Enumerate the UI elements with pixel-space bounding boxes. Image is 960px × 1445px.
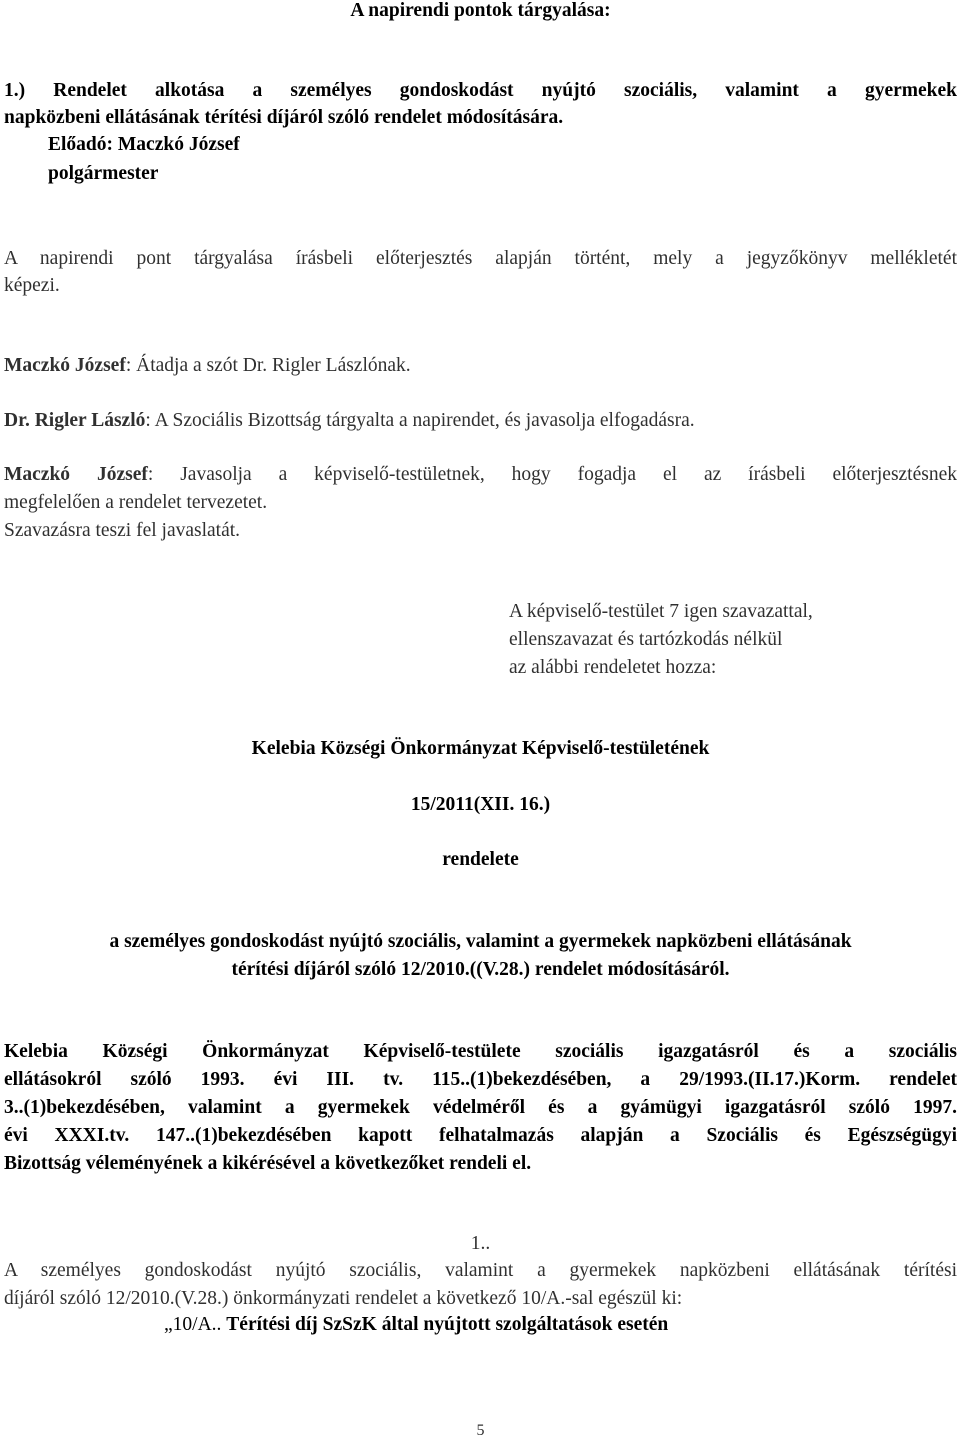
intro-line-2: képezi. bbox=[4, 275, 60, 296]
speaker-name: Maczkó József bbox=[4, 464, 148, 485]
speech-text: : Javasolja a képviselő-testületnek, hogy fogadja el az írásbeli előterjesztésnek bbox=[147, 464, 958, 485]
speech-paragraph-2 bbox=[4, 406, 957, 435]
preamble-line-3: 3..(1)bekezdésében, valamint a gyermekek védelméről és a gyámügyi igazgatásról szóló 1997. bbox=[4, 1097, 957, 1118]
decree-type: rendelete bbox=[442, 849, 519, 870]
agenda-item-line-1: 1.) Rendelet alkotása a személyes gondoskodást nyújtó szociális, valamint a gyermekek bbox=[4, 80, 957, 101]
speech-paragraph-3-line-2: megfelelően a rendelet tervezetet. bbox=[4, 492, 268, 513]
presenter-role: polgármester bbox=[48, 163, 159, 184]
intro-line-1: A napirendi pont tárgyalása írásbeli előterjesztés alapján történt, mely a jegyzőkönyv mellékletét bbox=[4, 248, 957, 269]
vote-line-3: az alábbi rendeletet hozza: bbox=[509, 657, 717, 678]
decree-title-line-2: térítési díjáról szóló 12/2010.((V.28.) rendelet módosításáról. bbox=[231, 959, 730, 980]
page-number: 5 bbox=[476, 1422, 485, 1439]
section-heading: A napirendi pontok tárgyalása: bbox=[350, 0, 611, 21]
speech-text: : A Szociális Bizottság tárgyalta a napirendet, és javasolja elfogadásra. bbox=[145, 410, 695, 431]
decree-issuer: Kelebia Községi Önkormányzat Képviselő-testületének bbox=[251, 738, 710, 759]
decree-number: 15/2011(XII. 16.) bbox=[410, 794, 551, 815]
section-number: 1.. bbox=[470, 1233, 491, 1254]
quote-prefix: „10/A.. bbox=[164, 1314, 227, 1335]
speech-paragraph-3-line-3: Szavazásra teszi fel javaslatát. bbox=[4, 520, 241, 541]
speech-text: : Átadja a szót Dr. Rigler Lászlónak. bbox=[125, 355, 411, 376]
preamble-line-1: Kelebia Községi Önkormányzat Képviselő-testülete szociális igazgatásról és a szociális bbox=[4, 1041, 957, 1062]
preamble-line-2: ellátásokról szóló 1993. évi III. tv. 115..(1)bekezdésében, a 29/1993.(II.17.)Korm. rendelet bbox=[4, 1069, 957, 1090]
presenter-line: Előadó: Maczkó József bbox=[48, 134, 240, 155]
quote-title: Térítési díj SzSzK által nyújtott szolgáltatások esetén bbox=[226, 1314, 669, 1335]
section-text-line-2: díjáról szóló 12/2010.(V.28.) önkormányzati rendelet a következő 10/A.-sal egészül ki: bbox=[4, 1288, 683, 1309]
speech-paragraph-3-line-1 bbox=[4, 460, 957, 489]
section-quote-line bbox=[164, 1310, 954, 1339]
document-page bbox=[4, 0, 957, 1440]
preamble-line-5: Bizottság véleményének a kikérésével a következőket rendeli el. bbox=[4, 1153, 532, 1174]
section-text-line-1: A személyes gondoskodást nyújtó szociális, valamint a gyermekek napközbeni ellátásának térítési bbox=[4, 1260, 957, 1281]
speaker-name: Dr. Rigler László bbox=[4, 410, 146, 431]
agenda-item-line-2: napközbeni ellátásának térítési díjáról szóló rendelet módosítására. bbox=[4, 107, 564, 128]
speech-paragraph-1 bbox=[4, 351, 957, 380]
preamble-line-4: évi XXXI.tv. 147..(1)bekezdésében kapott felhatalmazás alapján a Szociális és Egészségügyi bbox=[4, 1125, 957, 1146]
vote-line-2: ellenszavazat és tartózkodás nélkül bbox=[509, 629, 783, 650]
decree-title-line-1: a személyes gondoskodást nyújtó szociális, valamint a gyermekek napközbeni ellátásának bbox=[109, 931, 852, 952]
vote-line-1: A képviselő-testület 7 igen szavazattal, bbox=[509, 601, 813, 622]
speaker-name: Maczkó József bbox=[4, 355, 126, 376]
